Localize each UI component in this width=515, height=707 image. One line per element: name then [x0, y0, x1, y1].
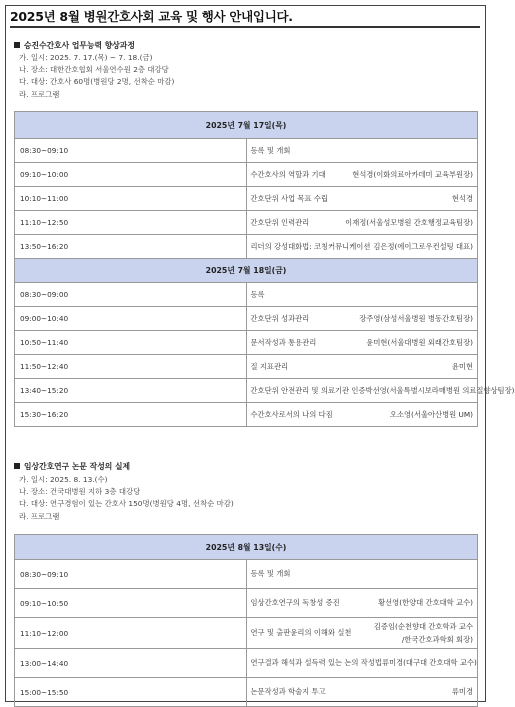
time-cell: 15:00~15:50 — [15, 678, 247, 707]
topic-text: 연구결과 해석과 설득력 있는 논의 작성법 — [250, 658, 382, 667]
topic-text: 간호단위 사업 목표 수립 — [250, 193, 328, 203]
topic-text: 문서작성과 통용관리 — [250, 337, 317, 347]
square-bullet-icon — [14, 42, 20, 48]
info-program: 라. 프로그램 — [19, 511, 60, 521]
topic-cell — [246, 355, 478, 379]
section-heading-text: 승진수간호사 업무능력 향상과정 — [24, 41, 135, 50]
page-title: 2025년 8월 병원간호사회 교육 및 행사 안내입니다. — [10, 6, 480, 28]
document-page — [5, 5, 515, 702]
info-date: 가. 일시: 2025. 8. 13.(수) — [19, 475, 108, 484]
section-info-promotion — [19, 52, 174, 101]
time-cell: 11:50~12:40 — [15, 355, 247, 379]
time-cell: 08:30~09:10 — [15, 560, 247, 589]
topic-cell — [246, 235, 478, 259]
day-header-row — [15, 112, 478, 139]
topic-text: 리더의 강성대화법: 코칭커뮤니케이션 — [250, 241, 371, 251]
topic-cell — [246, 589, 478, 618]
day-header-row — [15, 535, 478, 560]
speaker-text: 김은정(에이그로우컨설팅 대표) — [373, 241, 473, 251]
topic-cell — [246, 307, 478, 331]
table-row — [15, 163, 478, 187]
time-cell: 13:00~14:40 — [15, 649, 247, 678]
time-cell: 10:50~11:40 — [15, 331, 247, 355]
table-row — [15, 589, 478, 618]
topic-cell — [246, 187, 478, 211]
speaker-text: 박선영(서울특별시보라매병원 의료질향상팀장) — [365, 385, 515, 395]
info-program: 라. 프로그램 — [19, 89, 60, 99]
time-cell: 15:30~16:20 — [15, 403, 247, 427]
topic-text: 등록 — [250, 289, 265, 299]
table-row — [15, 211, 478, 235]
topic-text: 간호단위 안전관리 및 의료기관 인증 — [250, 385, 366, 395]
topic-cell — [246, 163, 478, 187]
topic-text: 임상간호연구의 독창성 증진 — [250, 598, 340, 607]
topic-cell — [246, 678, 478, 707]
info-place: 나. 장소: 건국대병원 지하 3층 대강당 — [19, 487, 141, 497]
speaker-line-2: /한국간호과학회 회장) — [401, 635, 473, 644]
section-heading-research — [14, 461, 130, 472]
table-row — [15, 379, 478, 403]
time-cell: 11:10~12:50 — [15, 211, 247, 235]
table-row — [15, 560, 478, 589]
info-place: 나. 장소: 대한간호협회 서울연수원 2층 대강당 — [19, 65, 169, 75]
time-cell: 13:40~15:20 — [15, 379, 247, 403]
speaker-text: 오소영(서울아산병원 UM) — [389, 409, 473, 419]
topic-text: 등록 및 개회 — [250, 145, 291, 155]
table-row — [15, 187, 478, 211]
speaker-text — [374, 620, 473, 646]
table-row — [15, 618, 478, 649]
topic-cell — [246, 211, 478, 235]
time-cell: 08:30~09:00 — [15, 283, 247, 307]
info-target: 다. 대상: 연구경험이 있는 간호사 150명(병원당 4명, 선착순 마감) — [19, 499, 234, 509]
topic-text: 등록 및 개회 — [250, 569, 291, 578]
topic-cell — [246, 560, 478, 589]
topic-text: 질 지표관리 — [250, 361, 289, 371]
info-target: 다. 대상: 간호사 60명(병원당 2명, 선착순 마감) — [19, 77, 175, 87]
speaker-text: 현석경 — [451, 193, 473, 203]
table-row — [15, 307, 478, 331]
topic-cell — [246, 331, 478, 355]
topic-text: 수간호사로서의 나의 다짐 — [250, 409, 333, 419]
speaker-text: 황선영(한양대 간호대학 교수) — [378, 598, 473, 607]
table-row — [15, 678, 478, 707]
speaker-text: 장주영(삼성서울병원 병동간호팀장) — [359, 313, 473, 323]
table-row — [15, 139, 478, 163]
time-cell: 10:10~11:00 — [15, 187, 247, 211]
topic-cell — [246, 403, 478, 427]
table-row — [15, 355, 478, 379]
speaker-text: 류미경 — [451, 687, 473, 696]
time-cell: 08:30~09:10 — [15, 139, 247, 163]
topic-text: 연구 및 출판윤리의 이해와 실천 — [250, 628, 352, 637]
time-cell: 09:00~10:40 — [15, 307, 247, 331]
day-header: 2025년 7월 17일(목) — [15, 112, 478, 139]
section-heading-text: 임상간호연구 논문 작성의 실제 — [24, 462, 131, 471]
topic-cell — [246, 139, 478, 163]
table-row — [15, 283, 478, 307]
speaker-text: 류미경(대구대 간호대학 교수) — [381, 658, 477, 667]
speaker-text: 윤미현 — [451, 361, 473, 371]
topic-text: 간호단위 성과관리 — [250, 313, 310, 323]
topic-cell — [246, 283, 478, 307]
topic-text: 수간호사의 역할과 기대 — [250, 169, 326, 179]
speaker-line-1: 김증임(순천향대 간호학과 교수 — [373, 622, 473, 631]
topic-cell — [246, 618, 478, 649]
time-cell: 09:10~10:50 — [15, 589, 247, 618]
schedule-table-promotion — [14, 111, 515, 427]
topic-cell — [246, 649, 478, 678]
time-cell: 11:10~12:00 — [15, 618, 247, 649]
speaker-text: 윤미현(서울대병원 외래간호팀장) — [366, 337, 473, 347]
section-heading-promotion — [14, 40, 135, 51]
time-cell: 13:50~16:20 — [15, 235, 247, 259]
topic-text: 논문작성과 학술지 투고 — [250, 687, 326, 696]
table-row — [15, 331, 478, 355]
table-row — [15, 235, 478, 259]
speaker-text: 현석경(이화의료아카데미 교육부원장) — [352, 169, 473, 179]
day-header-row — [15, 259, 478, 283]
time-cell: 09:10~10:00 — [15, 163, 247, 187]
schedule-table-research — [14, 534, 478, 707]
section-info-research — [19, 474, 234, 523]
table-row — [15, 649, 478, 678]
table-row — [15, 403, 478, 427]
info-date: 가. 일시: 2025. 7. 17.(목) ~ 7. 18.(금) — [19, 53, 153, 62]
topic-cell — [246, 379, 515, 403]
day-header: 2025년 7월 18일(금) — [15, 259, 478, 283]
square-bullet-icon — [14, 463, 20, 469]
topic-text: 간호단위 인력관리 — [250, 217, 310, 227]
day-header: 2025년 8월 13일(수) — [15, 535, 478, 560]
speaker-text: 이재정(서울성모병원 간호행정교육팀장) — [345, 217, 473, 227]
